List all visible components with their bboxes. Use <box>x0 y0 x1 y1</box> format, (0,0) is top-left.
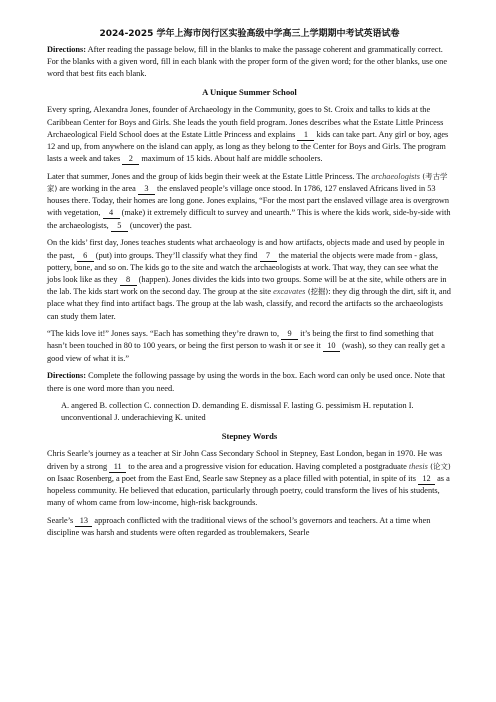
blank-8[interactable]: 8 <box>120 275 137 286</box>
paragraph-2: Later that summer, Jones and the group of kids begin their week at the Estate Little Princess. The archaeologists (考古学家) are working in the area 3 the enslaved people’s village once stood. In 1786, 127 enslaved Africans lived in 53 houses there. Today, their homes are long gone. Jones explains, “For the most part the enslaved village area is overgrown with vegetation, 4 (make) it extremely difficult to survey and unearth.” This is where the kids work, side-by-side with the archaeologists, 5 (uncover) the past. <box>47 171 451 230</box>
directions-label: Directions: <box>47 371 87 381</box>
directions-1 <box>47 44 452 81</box>
gloss-thesis: (论文) <box>427 461 451 471</box>
blank-4[interactable]: 4 <box>103 208 120 219</box>
exam-header: 2024-2025 学年上海市闵行区实验高级中学高三上学期期中考试英语试卷 <box>99 29 400 39</box>
gloss-excavates: (挖掘) <box>305 287 329 297</box>
directions-text: After reading the passage below, fill in the blanks to make the passage coherent and grammatically correct. For the blanks with a given word, fill in each blank with the proper form of the given word; for the other blanks, use one word that best fits each blank. <box>47 45 447 79</box>
paragraph-4: “The kids love it!” Jones says. “Each has something they’re drawn to, 9 it’s being the first to find something that hasn’t been touched in 80 to 100 years, or being the first person to wash it or see it 10 (wash), so they can really get a good view of what it is.” <box>47 329 445 363</box>
paragraph-1: Every spring, Alexandra Jones, founder of Archaeology in the Community, goes to St. Croix and talks to kids at the Caribbean Center for Boys and Girls. She leads the youth field program. Jones describes what the Estate Little Princess Archaeological Field School does at the Estate Little Princess and explains 1 kids can take part. Any girl or boy, ages 12 and up, from anywhere on the island can apply, as long as they belong to the Center for Boys and Girls. The program lasts a week and takes 2 maximum of 15 kids. About half are middle schoolers. <box>47 105 449 164</box>
paragraph-6: Searle’s 13 approach conflicted with the traditional views of the school’s governors and teachers. At a time when discipline was harsh and students were often regarded as troublemakers, Searle <box>47 515 431 538</box>
directions-text: Complete the following passage by using the words in the box. Each word can only be used once. Note that there is one word more than you need. <box>47 371 446 393</box>
gloss-archaeologists: (考古学家) <box>47 171 448 194</box>
blank-13[interactable]: 13 <box>75 516 92 527</box>
term-thesis: thesis <box>408 461 428 471</box>
paragraph-5: Chris Searle’s journey as a teacher at Sir John Cass Secondary School in Stepney, East London, began in 1970. He was driven by a strong 11 to the area and a progressive vision for education. Having completed a postgraduate thesis (论文) on Isaac Rosenberg, a poet from the East End, Searle saw Stepney as a place filled with potential, in spite of its 12 as a hopeless community. He believed that education, particularly through poetry, could transform the lives of his students, many of whom came from low-income, high-risk backgrounds. <box>47 449 451 508</box>
passage-title-stepney-words: Stepney Words <box>221 431 278 442</box>
word-bank: A. angered B. collection C. connection D. demanding E. dismissal F. lasting G. pessimism H. reputation I. unconventional J. underachieving K. united <box>61 401 414 423</box>
paragraph-3: On the kids’ first day, Jones teaches students what archaeology is and how artifacts, objects made and used by people in the past, 6 (put) into groups. They’ll classify what they find 7 the material the objects were made from - glass, pottery, bone, and so on. The kids go to the site and watch the archaeologists at work. That way, they can see what the jobs look like as they 8 (happen). Jones divides the kids into two groups. Some will be at the site, while others are in the lab. The kids start work on the second day. The group at the site excavates (挖掘): they dig through the dirt, sift it, and place what they find into artifact bags. The group at the lab wash, classify, and record the artifacts so the archaeologists can study them later. <box>47 238 451 321</box>
blank-10[interactable]: 10 <box>323 341 340 352</box>
blank-5[interactable]: 5 <box>111 221 128 232</box>
blank-7[interactable]: 7 <box>260 251 277 262</box>
directions-2 <box>47 370 452 394</box>
blank-1[interactable]: 1 <box>297 130 314 141</box>
blank-12[interactable]: 12 <box>418 474 435 485</box>
term-excavates: excavates <box>273 287 306 297</box>
blank-9[interactable]: 9 <box>281 329 298 340</box>
term-archaeologists: archaeologists <box>371 171 420 181</box>
blank-11[interactable]: 11 <box>109 462 126 473</box>
directions-label: Directions: <box>47 45 87 54</box>
blank-2[interactable]: 2 <box>122 154 139 165</box>
blank-6[interactable]: 6 <box>77 251 94 262</box>
blank-3[interactable]: 3 <box>138 184 155 195</box>
passage-title-summer-school: A Unique Summer School <box>202 87 297 98</box>
